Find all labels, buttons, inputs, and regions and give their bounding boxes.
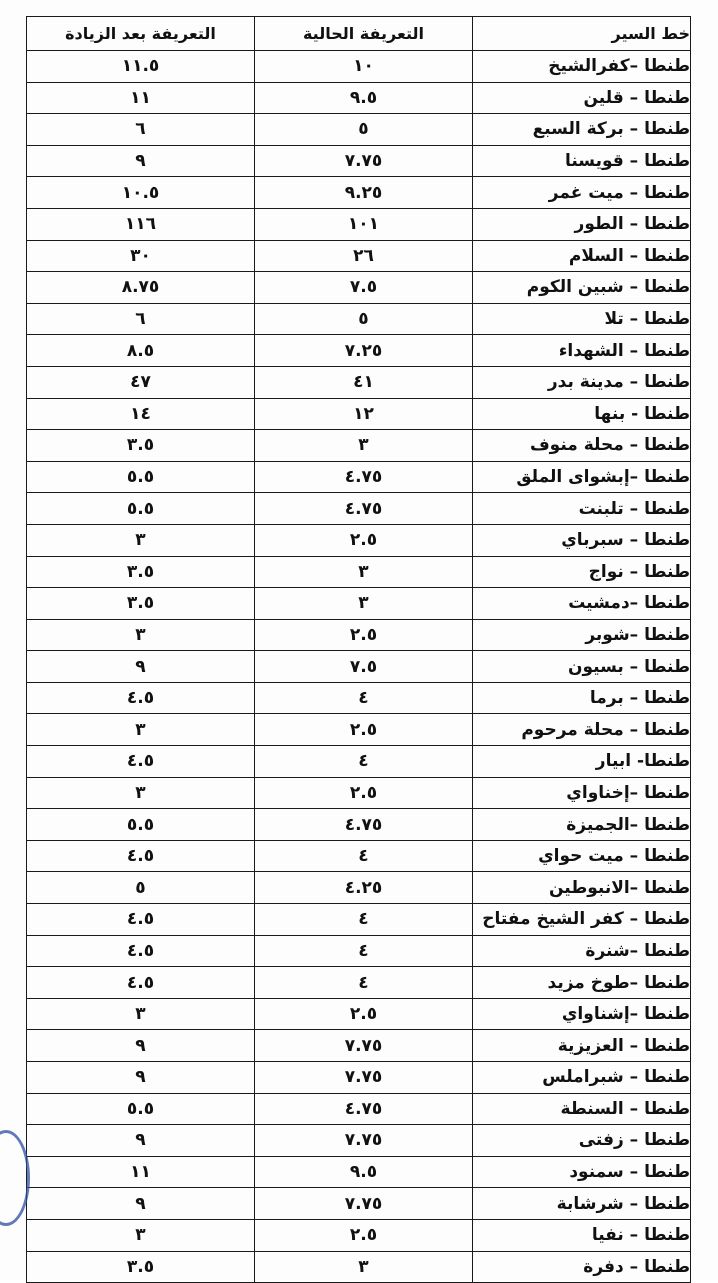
route-cell: طنطا – تلا: [473, 303, 691, 335]
current-fare-cell: ٢.٥: [255, 777, 473, 809]
current-fare-cell: ١٠: [255, 51, 473, 83]
route-cell: طنطا –إخناواي: [473, 777, 691, 809]
route-cell: طنطا – الشهداء: [473, 335, 691, 367]
current-fare-cell: ٧.٧٥: [255, 1030, 473, 1062]
route-cell: طنطا –دمشيت: [473, 588, 691, 620]
new-fare-cell: ٣٠: [27, 240, 255, 272]
current-fare-cell: ٧.٧٥: [255, 1062, 473, 1094]
route-cell: طنطا – نواج: [473, 556, 691, 588]
new-fare-cell: ٤.٥: [27, 746, 255, 778]
table-header-row: [27, 17, 691, 51]
route-cell: طنطا – بسيون: [473, 651, 691, 683]
table-row: [27, 240, 691, 272]
new-fare-cell: ٦: [27, 303, 255, 335]
current-fare-cell: ٢.٥: [255, 1219, 473, 1251]
current-fare-cell: ٤: [255, 840, 473, 872]
current-fare-cell: ٢.٥: [255, 714, 473, 746]
table-row: [27, 588, 691, 620]
route-cell: طنطا – قلين: [473, 82, 691, 114]
new-fare-cell: ٩: [27, 1125, 255, 1157]
header-route: خط السير: [473, 17, 691, 51]
new-fare-cell: ٤.٥: [27, 967, 255, 999]
table-row: [27, 872, 691, 904]
current-fare-cell: ٤.٧٥: [255, 1093, 473, 1125]
current-fare-cell: ٤.٧٥: [255, 493, 473, 525]
current-fare-cell: ٤.٧٥: [255, 809, 473, 841]
route-cell: طنطا – محلة منوف: [473, 430, 691, 462]
table-row: [27, 1030, 691, 1062]
route-cell: طنطا –شوبر: [473, 619, 691, 651]
table-row: [27, 303, 691, 335]
table-row: [27, 1156, 691, 1188]
new-fare-cell: ٥.٥: [27, 461, 255, 493]
new-fare-cell: ١٠.٥: [27, 177, 255, 209]
table-row: [27, 904, 691, 936]
route-cell: طنطا – شبين الكوم: [473, 272, 691, 304]
table-row: [27, 1251, 691, 1283]
current-fare-cell: ٢.٥: [255, 524, 473, 556]
new-fare-cell: ٤٧: [27, 366, 255, 398]
new-fare-cell: ٤.٥: [27, 935, 255, 967]
table-row: [27, 82, 691, 114]
table-row: [27, 1219, 691, 1251]
table-row: [27, 998, 691, 1030]
route-cell: طنطا – شبراملس: [473, 1062, 691, 1094]
new-fare-cell: ١١.٥: [27, 51, 255, 83]
current-fare-cell: ٣: [255, 430, 473, 462]
new-fare-cell: ٥.٥: [27, 1093, 255, 1125]
new-fare-cell: ٣: [27, 524, 255, 556]
table-row: [27, 51, 691, 83]
table-row: [27, 619, 691, 651]
header-fare-after-increase: التعريفة بعد الزيادة: [27, 17, 255, 51]
current-fare-cell: ٧.٥: [255, 651, 473, 683]
current-fare-cell: ٥: [255, 114, 473, 146]
table-row: [27, 461, 691, 493]
new-fare-cell: ٣: [27, 777, 255, 809]
route-cell: طنطا – برما: [473, 682, 691, 714]
current-fare-cell: ٧.٢٥: [255, 335, 473, 367]
route-cell: طنطا – قويسنا: [473, 145, 691, 177]
new-fare-cell: ١٤: [27, 398, 255, 430]
route-cell: طنطا – سبرباي: [473, 524, 691, 556]
route-cell: طنطا – شرشابة: [473, 1188, 691, 1220]
current-fare-cell: ٤: [255, 935, 473, 967]
new-fare-cell: ٣: [27, 619, 255, 651]
current-fare-cell: ٣: [255, 588, 473, 620]
table-row: [27, 208, 691, 240]
current-fare-cell: ٢.٥: [255, 619, 473, 651]
header-current-fare: التعريفة الحالية: [255, 17, 473, 51]
new-fare-cell: ٩: [27, 1062, 255, 1094]
current-fare-cell: ٤: [255, 682, 473, 714]
current-fare-cell: ١٢: [255, 398, 473, 430]
route-cell: طنطا – تلبنت: [473, 493, 691, 525]
current-fare-cell: ٧.٧٥: [255, 1125, 473, 1157]
table-row: [27, 840, 691, 872]
current-fare-cell: ٢.٥: [255, 998, 473, 1030]
table-row: [27, 682, 691, 714]
new-fare-cell: ٩: [27, 1188, 255, 1220]
current-fare-cell: ٧.٧٥: [255, 1188, 473, 1220]
current-fare-cell: ٤: [255, 967, 473, 999]
route-cell: طنطا –شنرة: [473, 935, 691, 967]
current-fare-cell: ٧.٧٥: [255, 145, 473, 177]
table-row: [27, 493, 691, 525]
new-fare-cell: ١١٦: [27, 208, 255, 240]
new-fare-cell: ٣: [27, 714, 255, 746]
current-fare-cell: ٤١: [255, 366, 473, 398]
current-fare-cell: ٤: [255, 746, 473, 778]
route-cell: طنطا –الجميزة: [473, 809, 691, 841]
route-cell: طنطا- ابيار: [473, 746, 691, 778]
table-row: [27, 1062, 691, 1094]
new-fare-cell: ٤.٥: [27, 840, 255, 872]
route-cell: طنطا – مدينة بدر: [473, 366, 691, 398]
table-row: [27, 524, 691, 556]
current-fare-cell: ٣: [255, 1251, 473, 1283]
new-fare-cell: ٥.٥: [27, 809, 255, 841]
table-row: [27, 809, 691, 841]
table-row: [27, 651, 691, 683]
new-fare-cell: ٦: [27, 114, 255, 146]
table-row: [27, 777, 691, 809]
new-fare-cell: ١١: [27, 1156, 255, 1188]
current-fare-cell: ٢٦: [255, 240, 473, 272]
current-fare-cell: ١٠١: [255, 208, 473, 240]
new-fare-cell: ٤.٥: [27, 904, 255, 936]
new-fare-cell: ٣.٥: [27, 1251, 255, 1283]
route-cell: طنطا – السلام: [473, 240, 691, 272]
route-cell: طنطا – العزيزية: [473, 1030, 691, 1062]
route-cell: طنطا – زفتى: [473, 1125, 691, 1157]
table-row: [27, 335, 691, 367]
route-cell: طنطا – دفرة: [473, 1251, 691, 1283]
fare-table: [26, 16, 691, 1283]
route-cell: طنطا –إشناواي: [473, 998, 691, 1030]
current-fare-cell: ٩.٥: [255, 82, 473, 114]
table-row: [27, 398, 691, 430]
table-row: [27, 967, 691, 999]
new-fare-cell: ٣.٥: [27, 556, 255, 588]
route-cell: طنطا – الطور: [473, 208, 691, 240]
table-row: [27, 430, 691, 462]
new-fare-cell: ٩: [27, 651, 255, 683]
table-row: [27, 1188, 691, 1220]
new-fare-cell: ٨.٧٥: [27, 272, 255, 304]
table-row: [27, 272, 691, 304]
new-fare-cell: ٥.٥: [27, 493, 255, 525]
current-fare-cell: ٤.٢٥: [255, 872, 473, 904]
table-row: [27, 714, 691, 746]
table-row: [27, 114, 691, 146]
table-row: [27, 145, 691, 177]
new-fare-cell: ٩: [27, 145, 255, 177]
route-cell: طنطا – كفر الشيخ مفتاح: [473, 904, 691, 936]
current-fare-cell: ٩.٢٥: [255, 177, 473, 209]
new-fare-cell: ٥: [27, 872, 255, 904]
route-cell: طنطا –كفرالشيخ: [473, 51, 691, 83]
route-cell: طنطا – السنطة: [473, 1093, 691, 1125]
current-fare-cell: ٤.٧٥: [255, 461, 473, 493]
new-fare-cell: ٣.٥: [27, 588, 255, 620]
new-fare-cell: ٩: [27, 1030, 255, 1062]
current-fare-cell: ٣: [255, 556, 473, 588]
route-cell: طنطا –الانبوطين: [473, 872, 691, 904]
new-fare-cell: ٤.٥: [27, 682, 255, 714]
route-cell: طنطا – سمنود: [473, 1156, 691, 1188]
route-cell: طنطا – محلة مرحوم: [473, 714, 691, 746]
table-row: [27, 1125, 691, 1157]
route-cell: طنطا –طوخ مزيد: [473, 967, 691, 999]
table-row: [27, 556, 691, 588]
route-cell: طنطا – نفيا: [473, 1219, 691, 1251]
signature-mark: [36, 1200, 54, 1270]
current-fare-cell: ٩.٥: [255, 1156, 473, 1188]
new-fare-cell: ٣: [27, 998, 255, 1030]
route-cell: طنطا - بنها: [473, 398, 691, 430]
new-fare-cell: ١١: [27, 82, 255, 114]
current-fare-cell: ٧.٥: [255, 272, 473, 304]
route-cell: طنطا –إبشواى الملق: [473, 461, 691, 493]
route-cell: طنطا – ميت حواي: [473, 840, 691, 872]
table-row: [27, 1093, 691, 1125]
table-row: [27, 177, 691, 209]
table-row: [27, 746, 691, 778]
current-fare-cell: ٥: [255, 303, 473, 335]
table-row: [27, 935, 691, 967]
current-fare-cell: ٤: [255, 904, 473, 936]
new-fare-cell: ٨.٥: [27, 335, 255, 367]
table-row: [27, 366, 691, 398]
new-fare-cell: ٣.٥: [27, 430, 255, 462]
route-cell: طنطا – بركة السبع: [473, 114, 691, 146]
route-cell: طنطا – ميت غمر: [473, 177, 691, 209]
new-fare-cell: ٣: [27, 1219, 255, 1251]
